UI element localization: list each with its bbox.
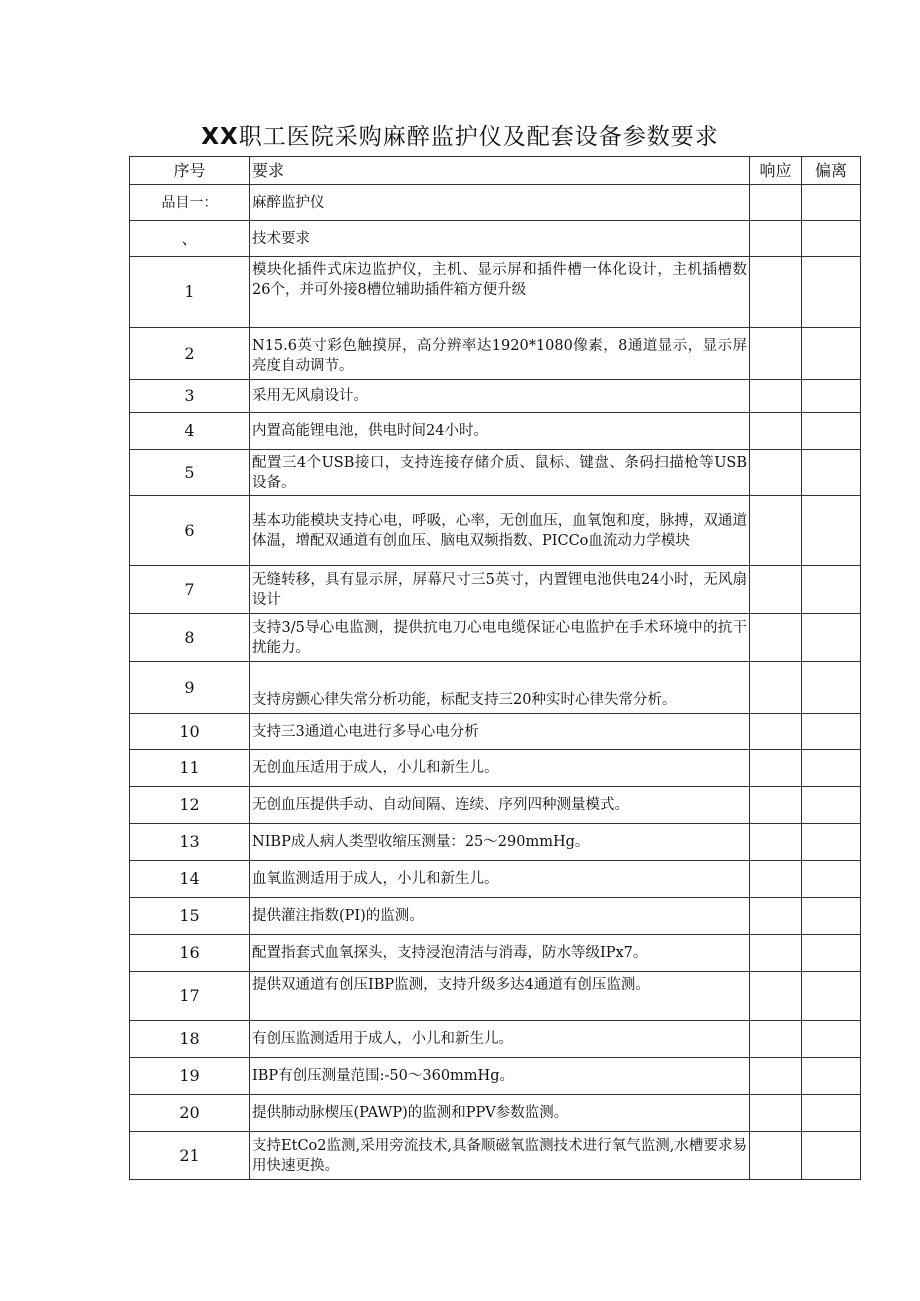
row-no: 4 <box>130 413 250 450</box>
row-requirement: 模块化插件式床边监护仪，主机、显示屏和插件槽一体化设计，主机插槽数26个，并可外接8槽位辅助插件箱方便升级 <box>250 257 750 328</box>
row-response <box>750 257 802 328</box>
row-no: 18 <box>130 1021 250 1058</box>
row-response <box>750 496 802 566</box>
row-no: 品目一： <box>130 185 250 221</box>
row-requirement: 提供肺动脉楔压(PAWP)的监测和PPV参数监测。 <box>250 1095 750 1132</box>
row-no: 12 <box>130 787 250 824</box>
row-deviation <box>802 413 861 450</box>
row-requirement: 内置高能锂电池，供电时间24小时。 <box>250 413 750 450</box>
row-response <box>750 614 802 662</box>
table-row <box>130 221 861 257</box>
row-response <box>750 714 802 750</box>
row-deviation <box>802 1095 861 1132</box>
row-response <box>750 972 802 1021</box>
row-deviation <box>802 185 861 221</box>
table-row <box>130 566 861 614</box>
table-row <box>130 1021 861 1058</box>
header-response: 响应 <box>750 157 802 185</box>
row-response <box>750 787 802 824</box>
row-no: 6 <box>130 496 250 566</box>
row-requirement: NIBP成人病人类型收缩压测量：25〜290mmHg。 <box>250 824 750 861</box>
row-requirement: IBP有创压测量范围:-50〜360mmHg。 <box>250 1058 750 1095</box>
row-requirement: 技术要求 <box>250 221 750 257</box>
row-no: 16 <box>130 935 250 972</box>
row-requirement: 支持EtCo2监测,采用旁流技术,具备顺磁氧监测技术进行氧气监测,水槽要求易用快速更换。 <box>250 1132 750 1180</box>
row-response <box>750 861 802 898</box>
row-requirement: N15.6英寸彩色触摸屏，高分辨率达1920*1080像素，8通道显示，显示屏亮度自动调节。 <box>250 328 750 380</box>
row-no: 21 <box>130 1132 250 1180</box>
header-requirement: 要求 <box>250 157 750 185</box>
row-deviation <box>802 1132 861 1180</box>
row-deviation <box>802 750 861 787</box>
row-response <box>750 413 802 450</box>
row-deviation <box>802 935 861 972</box>
row-response <box>750 1021 802 1058</box>
row-response <box>750 450 802 496</box>
table-row <box>130 935 861 972</box>
row-requirement: 配置指套式血氧探头，支持浸泡清洁与消毒，防水等级IPx7。 <box>250 935 750 972</box>
row-deviation <box>802 221 861 257</box>
title-text: 职工医院采购麻醉监护仪及配套设备参数要求 <box>238 124 719 150</box>
row-no: 7 <box>130 566 250 614</box>
row-response <box>750 935 802 972</box>
row-response <box>750 1058 802 1095</box>
table-row <box>130 380 861 413</box>
row-deviation <box>802 787 861 824</box>
table-row <box>130 413 861 450</box>
row-response <box>750 824 802 861</box>
row-no: 、 <box>130 221 250 257</box>
row-deviation <box>802 714 861 750</box>
table-row <box>130 861 861 898</box>
row-no: 3 <box>130 380 250 413</box>
row-requirement: 支持3/5导心电监测，提供抗电刀心电电缆保证心电监护在手术环境中的抗干扰能力。 <box>250 614 750 662</box>
row-response <box>750 1095 802 1132</box>
table-row <box>130 257 861 328</box>
row-response <box>750 662 802 714</box>
row-requirement: 配置三4个USB接口，支持连接存储介质、鼠标、键盘、条码扫描枪等USB设备。 <box>250 450 750 496</box>
row-no: 10 <box>130 714 250 750</box>
row-requirement: 基本功能模块支持心电，呼吸，心率，无创血压，血氧饱和度，脉搏，双通道体温，增配双通道有创血压、脑电双频指数、PICCo血流动力学模块 <box>250 496 750 566</box>
table-row <box>130 824 861 861</box>
row-no: 9 <box>130 662 250 714</box>
table-row <box>130 750 861 787</box>
table-row <box>130 787 861 824</box>
row-deviation <box>802 824 861 861</box>
row-requirement: 提供灌注指数(PI)的监测。 <box>250 898 750 935</box>
table-row <box>130 662 861 714</box>
header-no: 序号 <box>130 157 250 185</box>
row-no: 11 <box>130 750 250 787</box>
row-no: 15 <box>130 898 250 935</box>
title-prefix: XX <box>201 124 239 150</box>
row-deviation <box>802 328 861 380</box>
row-response <box>750 566 802 614</box>
row-deviation <box>802 861 861 898</box>
row-deviation <box>802 614 861 662</box>
row-requirement: 提供双通道有创压IBP监测，支持升级多达4通道有创压监测。 <box>250 972 750 1021</box>
table-row <box>130 185 861 221</box>
row-requirement: 有创压监测适用于成人，小儿和新生儿。 <box>250 1021 750 1058</box>
header-row <box>130 157 861 185</box>
row-requirement: 无创血压提供手动、自动间隔、连续、序列四种测量模式。 <box>250 787 750 824</box>
row-deviation <box>802 496 861 566</box>
row-deviation <box>802 380 861 413</box>
row-response <box>750 1132 802 1180</box>
row-response <box>750 750 802 787</box>
row-response <box>750 328 802 380</box>
row-no: 19 <box>130 1058 250 1095</box>
requirements-table <box>129 156 861 1180</box>
header-deviation: 偏离 <box>802 157 861 185</box>
table-row <box>130 328 861 380</box>
row-response <box>750 221 802 257</box>
row-deviation <box>802 972 861 1021</box>
table-row <box>130 1095 861 1132</box>
row-requirement: 采用无风扇设计。 <box>250 380 750 413</box>
row-no: 8 <box>130 614 250 662</box>
row-requirement: 支持三3通道心电进行多导心电分析 <box>250 714 750 750</box>
row-deviation <box>802 1058 861 1095</box>
table-row <box>130 614 861 662</box>
row-deviation <box>802 1021 861 1058</box>
row-no: 1 <box>130 257 250 328</box>
table-row <box>130 496 861 566</box>
row-requirement: 血氧监测适用于成人，小儿和新生儿。 <box>250 861 750 898</box>
row-no: 17 <box>130 972 250 1021</box>
row-no: 2 <box>130 328 250 380</box>
table-row <box>130 898 861 935</box>
row-no: 14 <box>130 861 250 898</box>
row-requirement: 无缝转移，具有显示屏，屏幕尺寸三5英寸，内置锂电池供电24小时，无风扇设计 <box>250 566 750 614</box>
table-row <box>130 450 861 496</box>
table-row <box>130 1132 861 1180</box>
row-response <box>750 898 802 935</box>
row-no: 5 <box>130 450 250 496</box>
row-deviation <box>802 898 861 935</box>
row-response <box>750 185 802 221</box>
row-no: 20 <box>130 1095 250 1132</box>
row-response <box>750 380 802 413</box>
row-requirement: 支持房颤心律失常分析功能，标配支持三20种实时心律失常分析。 <box>250 662 750 714</box>
table-row <box>130 972 861 1021</box>
row-deviation <box>802 566 861 614</box>
row-requirement: 无创血压适用于成人，小儿和新生儿。 <box>250 750 750 787</box>
table-row <box>130 714 861 750</box>
row-requirement: 麻醉监护仪 <box>250 185 750 221</box>
row-deviation <box>802 450 861 496</box>
table-row <box>130 1058 861 1095</box>
row-deviation <box>802 662 861 714</box>
row-deviation <box>802 257 861 328</box>
document-title <box>0 118 920 151</box>
row-no: 13 <box>130 824 250 861</box>
